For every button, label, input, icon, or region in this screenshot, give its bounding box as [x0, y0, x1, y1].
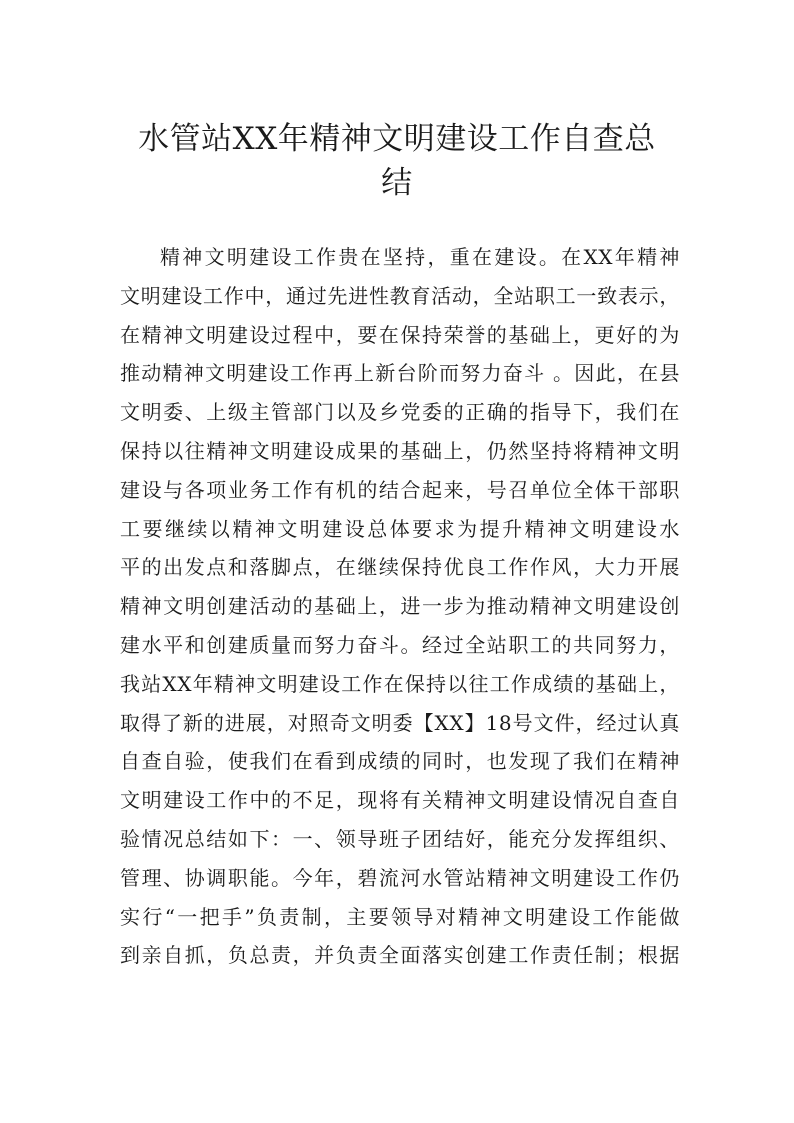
body-line: 平的出发点和落脚点，在继续保持优良工作作风，大力开展	[120, 555, 680, 580]
body-line: 文明建设工作中，通过先进性教育活动，全站职工一致表示，	[120, 283, 680, 308]
body-line: 精神文明创建活动的基础上，进一步为推动精神文明建设创	[120, 594, 680, 619]
body-line: 保持以往精神文明建设成果的基础上，仍然坚持将精神文明	[120, 438, 680, 463]
body-line: 文明建设工作中的不足，现将有关精神文明建设情况自查自	[120, 788, 680, 813]
body-line: 我站XX年精神文明建设工作在保持以往工作成绩的基础上，	[120, 671, 680, 696]
body-line: 建水平和创建质量而努力奋斗。经过全站职工的共同努力，	[120, 632, 680, 657]
body-line: 管理、协调职能。今年，碧流河水管站精神文明建设工作仍	[120, 865, 680, 890]
title-line-1: 水管站XX年精神文明建设工作自查总	[138, 120, 656, 157]
document-title	[100, 117, 694, 205]
body-line: 建设与各项业务工作有机的结合起来，号召单位全体干部职	[120, 477, 680, 502]
body-line: 实行“一把手”负责制，主要领导对精神文明建设工作能做	[120, 904, 680, 929]
body-line: 验情况总结如下：一、领导班子团结好，能充分发挥组织、	[120, 826, 680, 851]
body-paragraph	[120, 238, 680, 975]
body-line: 自查自验，使我们在看到成绩的同时，也发现了我们在精神	[120, 749, 680, 774]
body-line: 工要继续以精神文明建设总体要求为提升精神文明建设水	[120, 516, 680, 541]
body-line: 精神文明建设工作贵在坚持，重在建设。在XX年精神	[160, 245, 680, 269]
body-line: 到亲自抓，负总责，并负责全面落实创建工作责任制；根据	[120, 943, 680, 968]
body-line: 推动精神文明建设工作再上新台阶而努力奋斗 。因此，在县	[120, 361, 680, 386]
title-line-2: 结	[381, 164, 413, 201]
body-line: 取得了新的进展，对照奇文明委【XX】18号文件，经过认真	[120, 710, 680, 735]
body-line: 文明委、上级主管部门以及乡党委的正确的指导下，我们在	[120, 400, 680, 425]
body-line: 在精神文明建设过程中，要在保持荣誉的基础上，更好的为	[120, 322, 680, 347]
